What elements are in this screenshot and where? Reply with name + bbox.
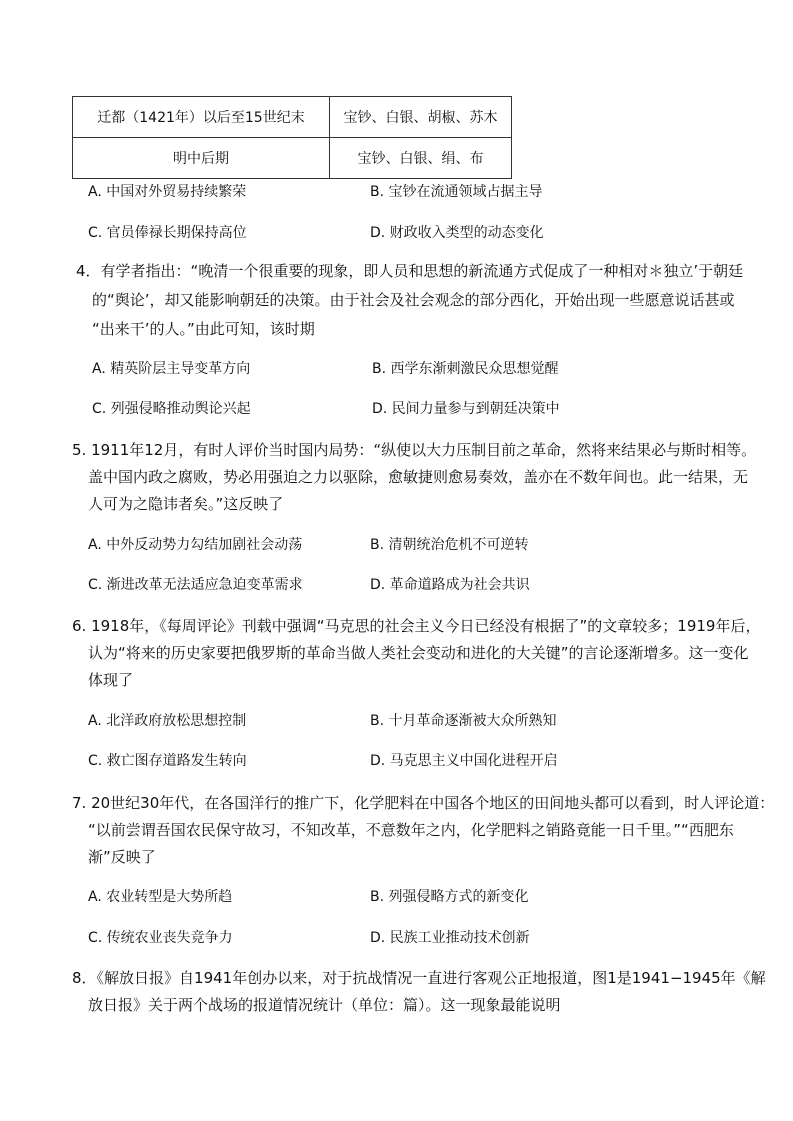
q4-stem-line-1: 4．有学者指出：“晚清一个很重要的现象，即人员和思想的新流通方式促成了一种相对＊独立’于朝廷 (76, 262, 744, 280)
q7-stem-line-2: “以前尝谓吾国农民保守故习，不知改革，不意数年之内，化学肥料之销路竟能一日千里。”“西肥东 (88, 821, 734, 839)
table-cell: 宝钞、白银、绢、布 (330, 138, 512, 179)
q6-stem-line-1: 6. 1918年，《每周评论》刊载中强调“马克思的社会主义今日已经没有根据了”的文章较多；1919年后， (72, 617, 761, 635)
q7-stem-line-3: 渐”反映了 (88, 848, 156, 866)
q6-stem-line-3: 体现了 (88, 671, 134, 689)
q7-option-c: C. 传统农业丧失竞争力 (88, 930, 233, 946)
q6-option-d: D. 马克思主义中国化进程开启 (370, 753, 558, 769)
q7-option-a: A. 农业转型是大势所趋 (88, 889, 233, 905)
q7-option-b: B. 列强侵略方式的新变化 (370, 889, 529, 905)
q5-stem-line-1: 5. 1911年12月，有时人评价当时国内局势：“纵使以大力压制目前之革命，然将来结果必与斯时相等。 (72, 441, 757, 459)
q4-option-c: C. 列强侵略推动舆论兴起 (92, 401, 251, 417)
table-cell: 迁都（1421年）以后至15世纪末 (73, 97, 330, 138)
q5-option-b: B. 清朝统治危机不可逆转 (370, 537, 529, 553)
q6-option-b: B. 十月革命逐渐被大众所熟知 (370, 713, 557, 729)
table-row (73, 97, 512, 138)
q3-option-a: A. 中国对外贸易持续繁荣 (88, 184, 247, 200)
q7-stem-line-1: 7. 20世纪30年代，在各国洋行的推广下，化学肥料在中国各个地区的田间地头都可以看到，时人评论道： (72, 794, 775, 812)
q8-stem-line-1: 8．《解放日报》自1941年创办以来，对于抗战情况一直进行客观公正地报道，图1是1941−1945年《解 (72, 969, 766, 987)
q5-stem-line-2: 盖中国内政之腐败，势必用强迫之力以驱除，愈敏捷则愈易奏效，盖亦在不数年间也。此一结果，无 (88, 468, 749, 486)
q3-option-c: C. 官员俸禄长期保持高位 (88, 225, 247, 241)
table-cell: 宝钞、白银、胡椒、苏木 (330, 97, 512, 138)
table-row (73, 138, 512, 179)
q5-option-d: D. 革命道路成为社会共识 (370, 577, 530, 593)
q5-option-a: A. 中外反动势力勾结加剧社会动荡 (88, 537, 303, 553)
trade-goods-table (72, 96, 512, 179)
q4-option-a: A. 精英阶层主导变革方向 (92, 361, 251, 377)
q6-option-a: A. 北洋政府放松思想控制 (88, 713, 247, 729)
q3-option-d: D. 财政收入类型的动态变化 (370, 225, 544, 241)
q5-option-c: C. 渐进改革无法适应急迫变革需求 (88, 577, 303, 593)
q8-stem-line-2: 放日报》关于两个战场的报道情况统计（单位：篇）。这一现象最能说明 (88, 996, 561, 1014)
q6-stem-line-2: 认为“将来的历史家要把俄罗斯的革命当做人类社会变动和进化的大关键”的言论逐渐增多。这一变化 (88, 644, 749, 662)
q7-option-d: D. 民族工业推动技术创新 (370, 930, 530, 946)
q6-option-c: C. 救亡图存道路发生转向 (88, 753, 247, 769)
q4-stem-line-2: 的“舆论’，却又能影响朝廷的决策。由于社会及社会观念的部分西化，开始出现一些愿意说话甚或 (92, 291, 735, 309)
q5-stem-line-3: 人可为之隐讳者矣。”这反映了 (88, 495, 284, 513)
q4-option-b: B. 西学东渐刺激民众思想觉醒 (372, 361, 559, 377)
table-cell: 明中后期 (73, 138, 330, 179)
q3-option-b: B. 宝钞在流通领域占据主导 (370, 184, 543, 200)
q4-option-d: D. 民间力量参与到朝廷决策中 (372, 401, 560, 417)
q4-stem-line-3: “出来干’的人。”由此可知，该时期 (92, 320, 315, 338)
